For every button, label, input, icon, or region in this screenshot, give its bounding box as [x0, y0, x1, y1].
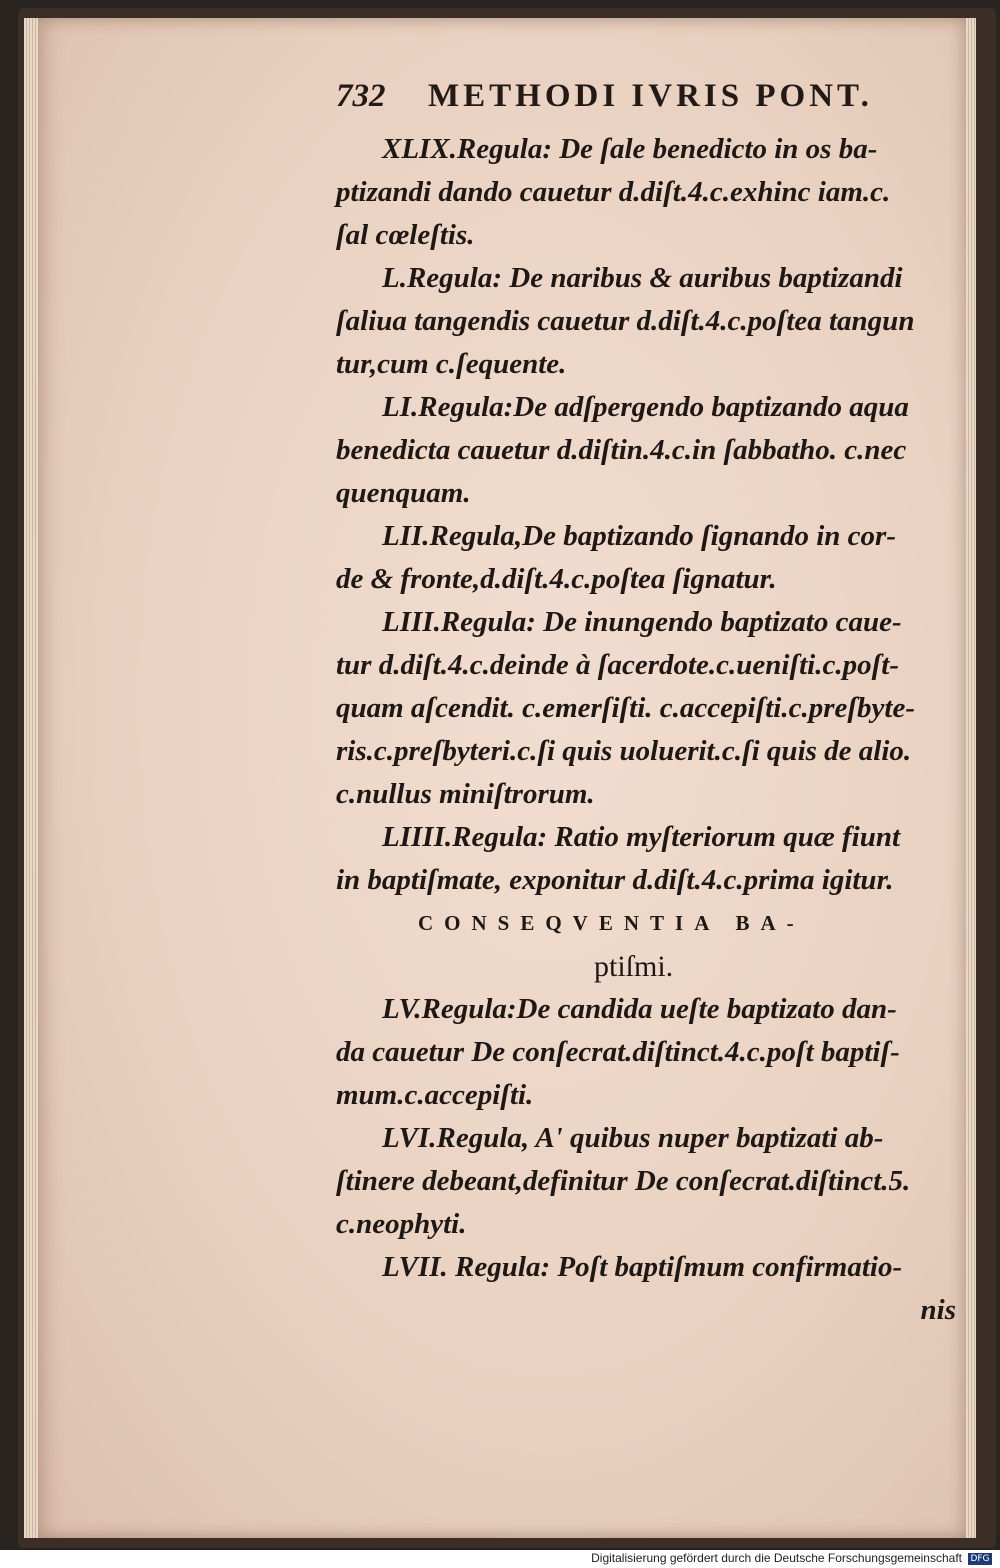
text-line: L.Regula: De naribus & auribus baptizandi [382, 262, 903, 294]
text-line: ris.c.preſbyteri.c.ſi quis uoluerit.c.ſi quis de alio. [336, 735, 912, 767]
text-line: de & fronte,d.diſt.4.c.poſtea ſignatur. [336, 563, 777, 595]
running-title: METHODI IVRIS PONT. [428, 78, 873, 114]
catchword: nis [920, 1294, 956, 1326]
page-edge-right [966, 18, 976, 1538]
text-line: LVII. Regula: Poſt baptiſmum confirmatio- [382, 1251, 903, 1283]
text-line: benedicta cauetur d.diſtin.4.c.in ſabbatho. c.nec [336, 434, 907, 466]
text-line: mum.c.accepiſti. [336, 1079, 534, 1111]
text-line: LI.Regula:De adſpergendo baptizando aqua [382, 391, 909, 423]
page-number: 732 [336, 78, 386, 114]
text-line: ſaliua tangendis cauetur d.diſt.4.c.poſtea tangun [336, 305, 915, 337]
dfg-logo: DFG [968, 1553, 992, 1565]
text-line: tur d.diſt.4.c.deinde à ſacerdote.c.ueniſti.c.poſt- [336, 649, 899, 681]
text-line: LV.Regula:De candida ueſte baptizato dan- [382, 993, 897, 1025]
text-line: da cauetur De conſecrat.diſtinct.4.c.poſt baptiſ- [336, 1036, 900, 1068]
section-heading-continuation: ptiſmi. [594, 950, 674, 983]
section-heading: CONSEQVENTIA BA- [418, 911, 805, 935]
page-edge-left [24, 18, 38, 1538]
text-line: c.neophyti. [336, 1208, 467, 1240]
text-line: ſtinere debeant,definitur De conſecrat.diſtinct.5. [336, 1165, 911, 1197]
text-line: LVI.Regula, A' quibus nuper baptizati ab- [382, 1122, 884, 1154]
text-line: ſal cœleſtis. [336, 219, 475, 251]
running-header [336, 78, 966, 122]
text-line: quenquam. [336, 477, 471, 509]
text-line: LII.Regula,De baptizando ſignando in cor- [382, 520, 896, 552]
page-body [336, 128, 956, 1332]
text-line: XLIX.Regula: De ſale benedicto in os ba- [382, 133, 878, 165]
text-line: c.nullus miniſtrorum. [336, 778, 595, 810]
text-line: quam aſcendit. c.emerſiſti. c.accepiſti.c.preſbyte- [336, 692, 915, 724]
text-line: LIII.Regula: De inungendo baptizato caue- [382, 606, 902, 638]
text-line: LIIII.Regula: Ratio myſteriorum quæ fiunt [382, 821, 901, 853]
text-line: in baptiſmate, exponitur d.diſt.4.c.prima igitur. [336, 864, 894, 896]
digitization-footer [0, 1550, 1000, 1568]
footer-credit: Digitalisierung gefördert durch die Deutsche Forschungsgemeinschaft [591, 1551, 962, 1565]
text-line: ptizandi dando cauetur d.diſt.4.c.exhinc iam.c. [336, 176, 891, 208]
text-line: tur,cum c.ſequente. [336, 348, 567, 380]
